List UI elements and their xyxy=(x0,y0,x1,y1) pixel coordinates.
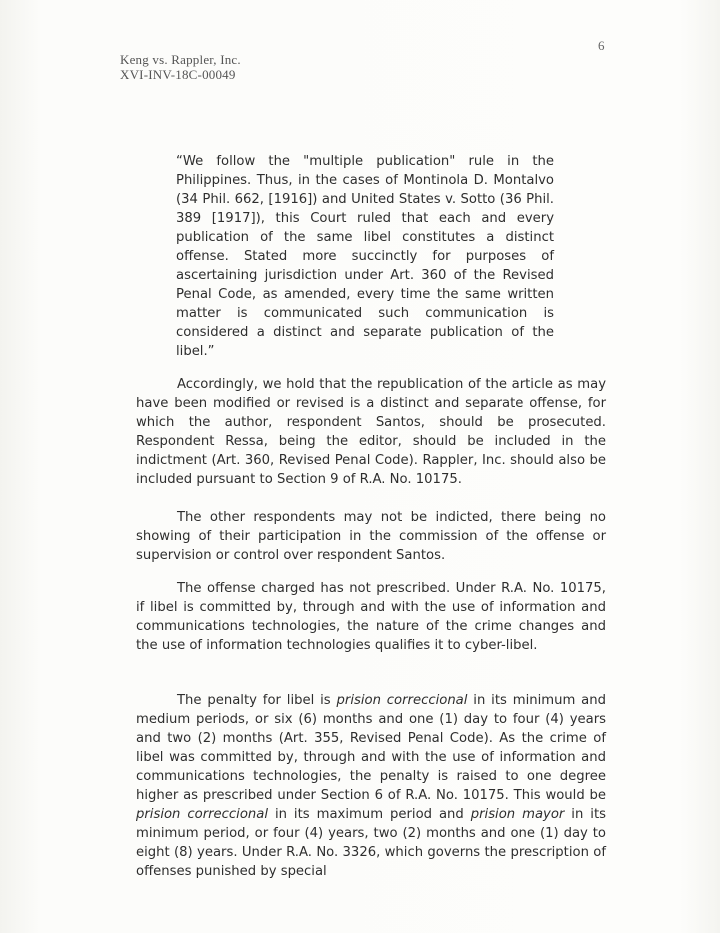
page-number: 6 xyxy=(598,38,605,53)
paragraph-indictment: Accordingly, we hold that the republication of the article as may have been modified or revised is a distinct and separate offense, for which the author, respondent Santos, should be prosecuted. Respondent Ressa, being the editor, should be included in the indictment (Art. 360, Revised Penal Code). Rappler, Inc. should also be included pursuant to Section 9 of R.A. No. 10175. xyxy=(136,377,606,487)
paragraph-prescription: The offense charged has not prescribed. Under R.A. No. 10175, if libel is committed by, through and with the use of information and communications technologies, the nature of the crime changes and the use of information technologies qualifies it to cyber-libel. xyxy=(136,581,606,653)
penalty-text: in its minimum and medium periods, or six (6) months and one (1) day to four (4) years and two (2) months (Art. 355, Revised Penal Code). As the crime of libel was committed by, through and with the use of information and communications technologies, the penalty is raised to one degree higher as prescribed under Section 6 of R.A. No. 10175. This would be xyxy=(136,693,606,803)
case-header xyxy=(120,52,241,82)
case-title: Keng vs. Rappler, Inc. xyxy=(120,52,241,67)
block-quote: “We follow the "multiple publication" rule in the Philippines. Thus, in the cases of Montinola D. Montalvo (34 Phil. 662, [1916]) and United States v. Sotto (36 Phil. 389 [1917]), this Court ruled that each and every publication of the same libel constitutes a distinct offense. Stated more succinctly for purposes of ascertaining jurisdiction under Art. 360 of the Revised Penal Code, as amended, every time the same written matter is communicated such communication is considered a distinct and separate publication of the libel.” xyxy=(176,154,554,359)
penalty-text: The penalty for libel is xyxy=(177,693,337,708)
penalty-text: in its minimum period, or four (4) years, two (2) months and one (1) day to eight (8) years. Under R.A. No. 3326, which governs the prescription of offenses punished by special xyxy=(136,807,606,879)
penalty-term: prision mayor xyxy=(470,807,565,822)
case-number: XVI-INV-18C-00049 xyxy=(120,67,236,82)
penalty-term: prision correccional xyxy=(336,693,468,708)
penalty-text: in its maximum period and xyxy=(268,807,471,822)
penalty-term: prision correccional xyxy=(136,807,268,822)
paragraph-penalty xyxy=(136,691,606,881)
paragraph-other-respondents: The other respondents may not be indicted, there being no showing of their participation in the commission of the offense or supervision or control over respondent Santos. xyxy=(136,510,606,563)
